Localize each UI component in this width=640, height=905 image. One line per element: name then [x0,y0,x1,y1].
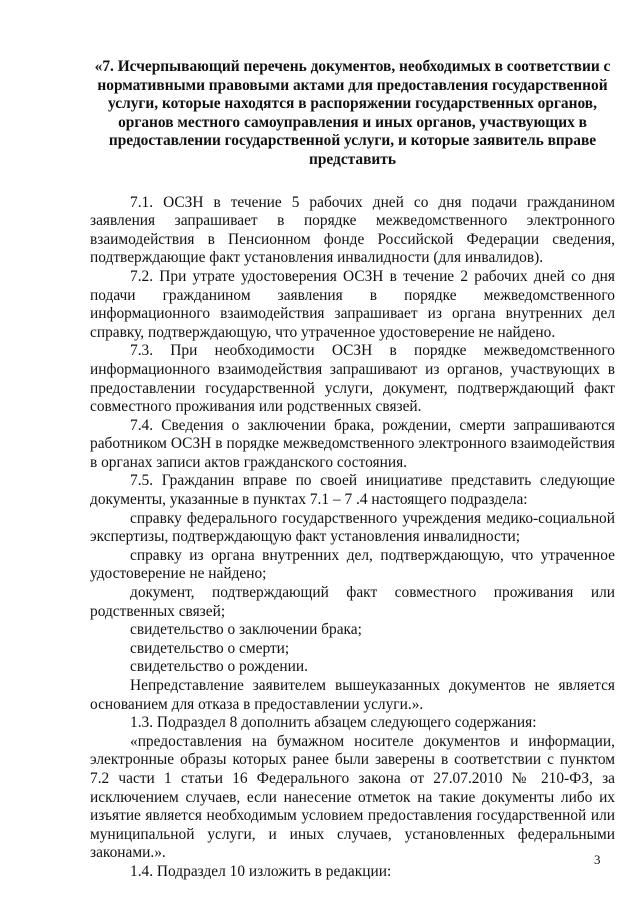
list-item-death-certificate: свидетельство о смерти; [130,639,290,657]
paragraph-non-submission: Непредставление заявителем вышеуказанных документов не является основанием для отказа в предоставлении услуги.». [90,677,615,713]
list-item-birth-certificate: свидетельство о рождении. [130,658,308,676]
paragraph-1-3: 1.3. Подраздел 8 дополнить абзацем следующего содержания: [130,714,537,732]
section-heading: «7. Исчерпывающий перечень документов, необходимых в соответствии с нормативными правовыми актами для предоставления государственной услуги, которые находятся в распоряжении государственных органов, органов местного самоуправления и иных органов, участвующих в предоставлении государственной услуги, и которые заявитель вправе представить [94,58,611,168]
paragraph-7-4: 7.4. Сведения о заключении брака, рождении, смерти запрашиваются работником ОСЗН в порядке межведомственного электронного взаимодействия в органах записи актов гражданского состояния. [90,416,615,471]
list-item-marriage-certificate: свидетельство о заключении брака; [130,621,362,639]
paragraph-1-4: 1.4. Подраздел 10 изложить в редакции: [130,862,392,880]
document-page [90,58,615,882]
paragraph-1-3-quote: «предоставления на бумажном носителе документов и информации, электронные образы которых ранее были заверены в соответствии с пунктом 7.2 части 1 статьи 16 Федерального закона от 27.07.2010 № 210-ФЗ, за исключением случаев, если нанесение отметок на такие документы либо их изъятие является необходимым условием предоставления государственной или муниципальной услуги, и иных случаев, установленных федеральными законами.». [90,732,615,862]
list-item-cohabitation-document: документ, подтверждающий факт совместного проживания или родственных связей; [90,584,615,620]
page-number: 3 [594,852,601,867]
list-item-police-certificate: справку из органа внутренних дел, подтверждающую, что утраченное удостоверение не найдено; [90,546,615,583]
list-item-mse-certificate: справку федерального государственного учреждения медико-социальной экспертизы, подтверждающую факт установления инвалидности; [90,509,615,546]
paragraph-7-2: 7.2. При утрате удостоверения ОСЗН в течение 2 рабочих дней со дня подачи гражданином заявления в порядке межведомственного информационного взаимодействия запрашивает из органа внутренних дел справку, подтверждающую, что утраченное удостоверение не найдено. [90,267,615,341]
paragraph-7-3: 7.3. При необходимости ОСЗН в порядке межведомственного информационного взаимодействия запрашивают из органов, участвующих в предоставлении государственной услуги, документ, подтверждающий факт совместного проживания или родственных связей. [90,342,615,416]
paragraph-7-5: 7.5. Гражданин вправе по своей инициативе представить следующие документы, указанные в пунктах 7.1 – 7 .4 настоящего подраздела: [90,472,615,509]
paragraph-7-1: 7.1. ОСЗН в течение 5 рабочих дней со дня подачи гражданином заявления запрашивает в порядке межведомственного электронного взаимодействия в Пенсионном фонде Российской Федерации сведения, подтверждающие факт установления инвалидности (для инвалидов). [90,193,615,267]
